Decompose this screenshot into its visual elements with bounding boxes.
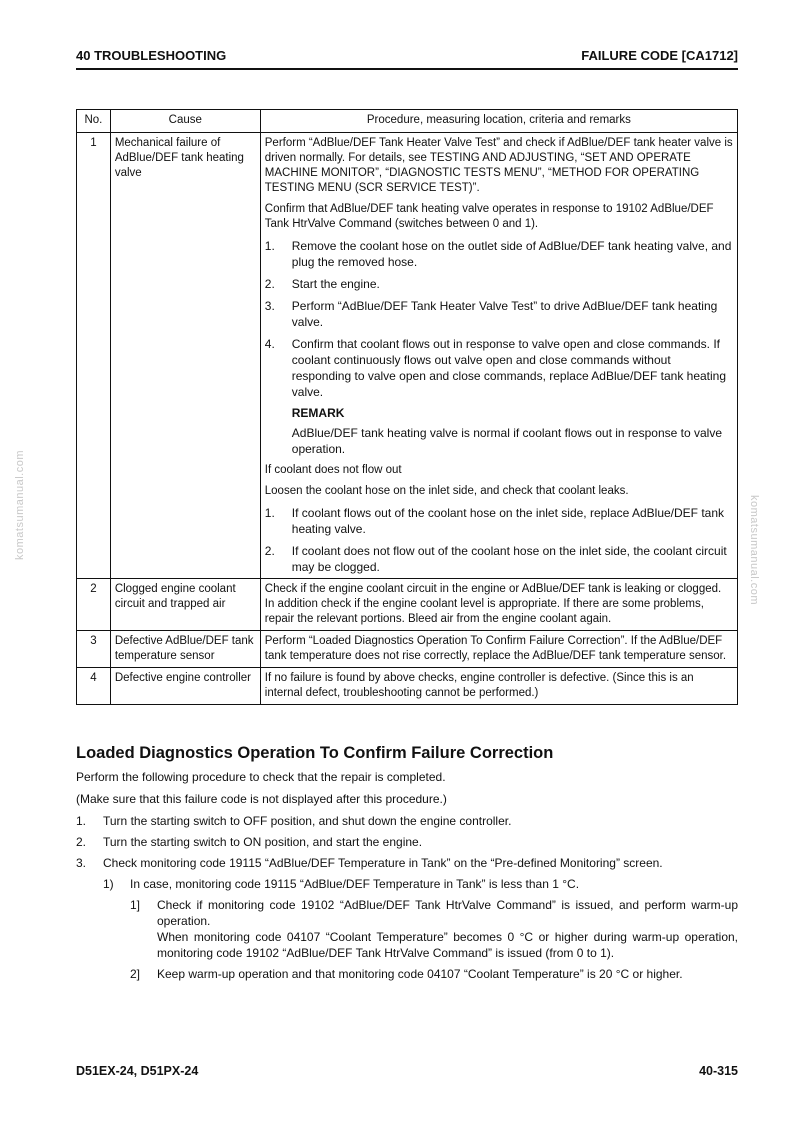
row-number: 2: [77, 579, 111, 631]
list-text: [157, 897, 738, 961]
step-number: 2.: [264, 277, 275, 291]
procedure-step: [265, 238, 733, 270]
row-cause: Defective AdBlue/DEF tank temperature sensor: [110, 631, 260, 668]
table-header-row: [77, 110, 738, 133]
footer-page-number: 40-315: [699, 1064, 738, 1078]
header-no: No.: [77, 110, 111, 133]
list-text-part: When monitoring code 04107 “Coolant Temperature” becomes 0 °C or higher during warm-up operation, monitoring code 19102 “AdBlue/DEF Tank HtrValve Command” is issued (from 0 to 1).: [157, 930, 738, 960]
list-text-part: Check if monitoring code 19102 “AdBlue/DEF Tank HtrValve Command” is issued, and perform warm-up operation.: [157, 898, 738, 928]
procedure-paragraph: Loosen the coolant hose on the inlet side, and check that coolant leaks.: [264, 485, 629, 497]
list-number: 1): [103, 877, 114, 891]
sub-sub-list-item: [130, 966, 738, 982]
header-failure-code: FAILURE CODE [CA1712]: [581, 48, 738, 63]
remark-title: REMARK: [291, 406, 345, 420]
troubleshooting-table: [76, 109, 738, 705]
step-text: Start the engine.: [291, 277, 380, 291]
row-procedure: Check if the engine coolant circuit in the engine or AdBlue/DEF tank is leaking or clogged. In addition check if the engine coolant level is appropriate. If there are some problems, repair the relevant portions. Bleed air from the engine coolant again.: [260, 579, 737, 631]
row-number: 3: [77, 631, 111, 668]
procedure-paragraph: Perform “AdBlue/DEF Tank Heater Valve Test” and check if AdBlue/DEF tank heater valve is driven normally. For details, see TESTING AND ADJUSTING, “SET AND OPERATE MACHINE MONITOR”, “DIAGNOSTIC TESTS MENU”, “METHOD FOR OPERATING TESTING MENU (SCR SERVICE TEST)”.: [264, 137, 733, 194]
list-number: 2]: [130, 967, 141, 981]
list-item: [76, 813, 738, 829]
list-text: In case, monitoring code 19115 “AdBlue/DEF Temperature in Tank” is less than 1 °C.: [130, 877, 580, 891]
header-procedure: Procedure, measuring location, criteria and remarks: [260, 110, 737, 133]
list-text: Turn the starting switch to ON position, and start the engine.: [103, 835, 423, 849]
table-row: [77, 631, 738, 668]
row-procedure: [260, 133, 737, 579]
watermark-right: komatsumanual.com: [748, 495, 760, 605]
section-paragraph: Perform the following procedure to check that the repair is completed.: [76, 770, 446, 784]
step-number: 1.: [264, 239, 275, 253]
row-cause: Mechanical failure of AdBlue/DEF tank heating valve: [110, 133, 260, 579]
list-number: 2.: [76, 835, 87, 849]
procedure-step: [265, 543, 733, 575]
step-text: If coolant does not flow out of the coolant hose on the inlet side, the coolant circuit may be clogged.: [291, 544, 727, 574]
sub-list-item: [103, 876, 738, 892]
row-procedure: Perform “Loaded Diagnostics Operation To Confirm Failure Correction”. If the AdBlue/DEF tank temperature does not rise correctly, replace the AdBlue/DEF tank temperature sensor.: [260, 631, 737, 668]
step-text: Confirm that coolant flows out in response to valve open and close commands. If coolant continuously flows out valve open and close commands without responding to valve open and close commands, replace AdBlue/DEF tank heating valve.: [291, 337, 727, 399]
section-paragraph: (Make sure that this failure code is not displayed after this procedure.): [76, 792, 447, 806]
row-cause: Clogged engine coolant circuit and trapped air: [110, 579, 260, 631]
table-row: [77, 579, 738, 631]
list-text: Keep warm-up operation and that monitoring code 04107 “Coolant Temperature” is 20 °C or higher.: [157, 967, 683, 981]
table-row: [77, 133, 738, 579]
procedure-paragraph: If coolant does not flow out: [264, 464, 402, 476]
list-number: 1.: [76, 814, 87, 828]
procedure-step: [265, 298, 733, 330]
list-item: [76, 834, 738, 850]
procedure-paragraph: Confirm that AdBlue/DEF tank heating valve operates in response to 19102 AdBlue/DEF Tank HtrValve Command (switches between 0 and 1).: [264, 203, 714, 230]
row-procedure: If no failure is found by above checks, engine controller is defective. (Since this is an internal defect, troubleshooting cannot be performed.): [260, 668, 737, 705]
table-row: [77, 668, 738, 705]
step-number: 3.: [264, 299, 275, 313]
step-text: Perform “AdBlue/DEF Tank Heater Valve Test” to drive AdBlue/DEF tank heating valve.: [291, 299, 718, 329]
procedure-step: [265, 276, 733, 292]
remark-text: AdBlue/DEF tank heating valve is normal if coolant flows out in response to valve operation.: [291, 426, 722, 456]
row-number: 1: [77, 133, 111, 579]
step-number: 1.: [264, 506, 275, 520]
footer-model: D51EX-24, D51PX-24: [76, 1064, 199, 1078]
row-number: 4: [77, 668, 111, 705]
list-number: 1]: [130, 898, 141, 912]
procedure-step: [265, 336, 733, 400]
list-text: Turn the starting switch to OFF position, and shut down the engine controller.: [103, 814, 512, 828]
header-cause: Cause: [110, 110, 260, 133]
list-item: [76, 855, 738, 871]
watermark-left: komatsumanual.com: [14, 450, 26, 560]
step-number: 4.: [264, 337, 275, 351]
section-title: Loaded Diagnostics Operation To Confirm Failure Correction: [76, 744, 554, 762]
step-text: If coolant flows out of the coolant hose on the inlet side, replace AdBlue/DEF tank heating valve.: [291, 506, 725, 536]
row-cause: Defective engine controller: [110, 668, 260, 705]
step-number: 2.: [264, 544, 275, 558]
list-text: Check monitoring code 19115 “AdBlue/DEF Temperature in Tank” on the “Pre-defined Monitoring” screen.: [103, 856, 663, 870]
page-header: [76, 48, 738, 70]
procedure-step: [265, 505, 733, 537]
step-text: Remove the coolant hose on the outlet side of AdBlue/DEF tank heating valve, and plug the removed hose.: [291, 239, 732, 269]
confirmation-section: [76, 744, 738, 987]
header-section-title: 40 TROUBLESHOOTING: [76, 48, 227, 63]
sub-sub-list-item: [130, 897, 738, 961]
list-number: 3.: [76, 856, 87, 870]
